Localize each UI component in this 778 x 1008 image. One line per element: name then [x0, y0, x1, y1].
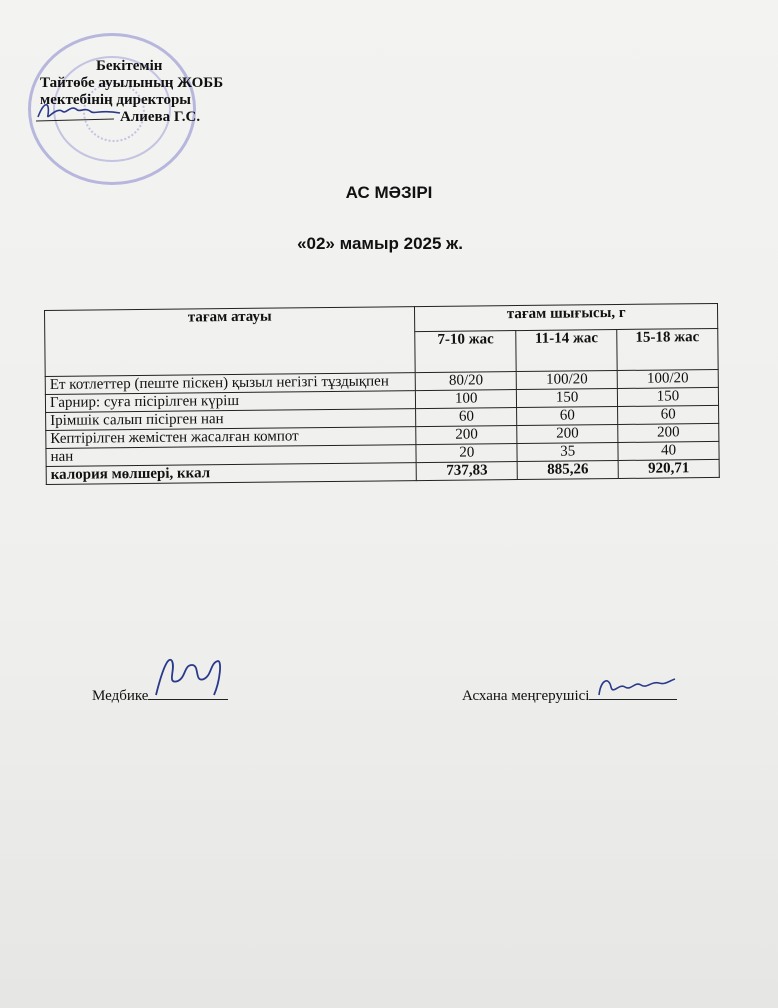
approval-heading: Бекітемін [96, 58, 163, 74]
approval-position: мектебінің директоры [40, 92, 192, 108]
calorie-7-10: 737,83 [416, 462, 517, 481]
nurse-signature-scribble [148, 651, 228, 699]
portion-7-10: 200 [416, 426, 517, 445]
director-name: Алиева Г.С. [120, 109, 201, 125]
portion-7-10: 100 [416, 390, 517, 409]
nurse-signature-line [92, 688, 228, 705]
dish-name: Кептірілген жемістен жасалған компот [46, 427, 417, 449]
dish-name: Ет котлеттер (пеште піскен) қызыл негізгі тұздықпен [45, 373, 416, 395]
header-age-11-14: 11-14 жас [516, 330, 617, 372]
header-output: тағам шығысы, г [415, 303, 718, 331]
portion-15-18: 60 [618, 405, 719, 424]
document-date: «02» мамыр 2025 ж. [297, 234, 463, 253]
portion-11-14: 200 [517, 424, 618, 443]
portion-15-18: 150 [617, 387, 718, 406]
chef-signature-scribble [589, 673, 677, 699]
director-signature [34, 97, 122, 125]
portion-7-10: 60 [416, 408, 517, 427]
chef-signature [589, 698, 677, 700]
calorie-label: калория мөлшері, ккал [46, 463, 417, 485]
portion-11-14: 35 [517, 442, 618, 461]
portion-11-14: 150 [517, 388, 618, 407]
approval-signatory [40, 109, 300, 126]
nurse-signature [148, 698, 228, 700]
chef-label: Асхана меңгерушісі [462, 688, 590, 704]
portion-15-18: 200 [618, 423, 719, 442]
menu-table [44, 303, 720, 485]
portion-15-18: 100/20 [617, 369, 718, 388]
portion-7-10: 80/20 [416, 372, 517, 391]
approval-block [40, 58, 300, 126]
dish-name: Гарнир: суға пісірілген күріш [45, 391, 416, 413]
chef-signature-line [462, 688, 677, 705]
calorie-15-18: 920,71 [618, 459, 719, 478]
portion-11-14: 60 [517, 406, 618, 425]
dish-name: Ірімшік салып пісірген нан [46, 409, 417, 431]
dish-name: нан [46, 445, 417, 467]
header-age-7-10: 7-10 жас [415, 331, 516, 373]
calorie-11-14: 885,26 [517, 460, 618, 479]
header-age-15-18: 15-18 жас [617, 328, 718, 370]
document-title: АС МӘЗІРІ [345, 183, 433, 202]
nurse-label: Медбике [92, 688, 149, 704]
header-dish-name: тағам атауы [45, 307, 416, 377]
portion-11-14: 100/20 [516, 371, 617, 390]
approval-school: Тайтөбе ауылының ЖОББ [40, 75, 224, 91]
portion-15-18: 40 [618, 441, 719, 460]
portion-7-10: 20 [416, 444, 517, 463]
